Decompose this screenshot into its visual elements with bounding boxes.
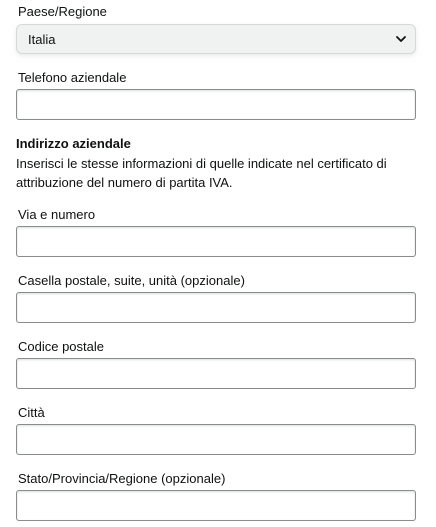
postal-code-input[interactable]: [16, 358, 416, 389]
phone-label: Telefono aziendale: [18, 70, 127, 85]
country-label: Paese/Regione: [18, 4, 107, 19]
suite-label: Casella postale, suite, unità (opzionale): [18, 273, 245, 288]
suite-input[interactable]: [16, 292, 416, 323]
street-label: Via e numero: [18, 207, 96, 222]
chevron-down-icon: [395, 33, 407, 45]
business-address-title: Indirizzo aziendale: [16, 136, 131, 151]
street-input[interactable]: [16, 226, 416, 257]
postal-code-label: Codice postale: [18, 339, 104, 354]
state-label: Stato/Provincia/Regione (opzionale): [18, 471, 226, 486]
country-selected-value: Italia: [28, 32, 56, 47]
city-input[interactable]: [16, 424, 416, 455]
phone-input[interactable]: [16, 89, 416, 120]
country-select[interactable]: [16, 24, 416, 54]
state-input[interactable]: [16, 490, 416, 521]
business-address-description: Inserisci le stesse informazioni di quelle indicate nel certificato di attribuzione del numero di partita IVA.: [16, 156, 387, 190]
city-label: Città: [18, 405, 45, 420]
